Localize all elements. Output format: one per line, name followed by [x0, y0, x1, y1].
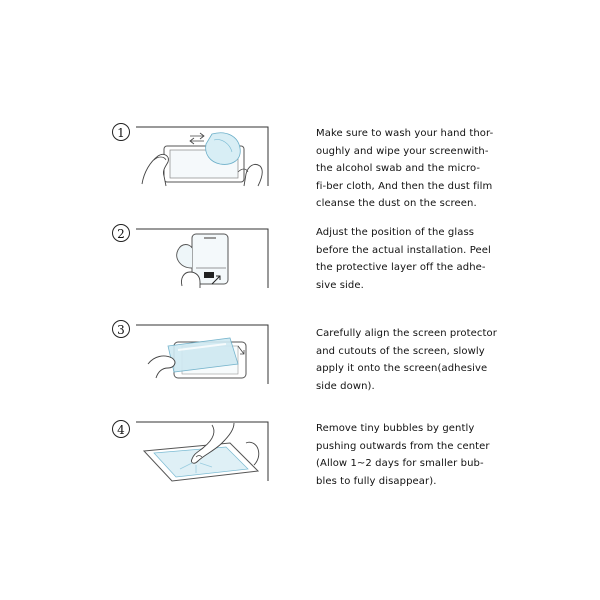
text-line: side down). [316, 380, 375, 392]
text-line: the alcohol swab and the micro- [316, 163, 481, 174]
text-line: the protective layer off the adhe- [316, 262, 486, 273]
text-line: Make sure to wash your hand thor- [316, 128, 494, 139]
text-line: pushing outwards from the center [316, 440, 490, 452]
text-line: and cutouts of the screen, slowly [316, 345, 485, 357]
step-number-1: 1 [112, 123, 130, 141]
step-1-text [316, 125, 516, 213]
text-line: bles to fully disappear). [316, 475, 437, 487]
step-4-text [316, 420, 516, 490]
text-line: sive side. [316, 279, 364, 291]
align-protector-illustration [134, 324, 270, 386]
step-number-4: 4 [112, 420, 130, 438]
step-2-text [316, 224, 516, 294]
text-line: fi-ber cloth, And then the dust film [316, 180, 493, 192]
text-line: Carefully align the screen protector [316, 328, 497, 339]
text-line: apply it onto the screen(adhesive [316, 363, 488, 374]
text-line: oughly and wipe your screenwith- [316, 145, 489, 157]
text-line: cleanse the dust on the screen. [316, 198, 477, 209]
peel-protective-layer-illustration [134, 228, 270, 290]
remove-bubbles-illustration [134, 421, 270, 483]
text-line: Remove tiny bubbles by gently [316, 423, 475, 434]
text-line: before the actual installation. Peel [316, 244, 491, 256]
text-line: Adjust the position of the glass [316, 227, 475, 238]
step-3-text [316, 325, 516, 395]
wash-and-wipe-screen-illustration [134, 126, 270, 188]
text-line: (Allow 1~2 days for smaller bub- [316, 458, 484, 469]
step-number-3: 3 [112, 320, 130, 338]
step-number-2: 2 [112, 224, 130, 242]
